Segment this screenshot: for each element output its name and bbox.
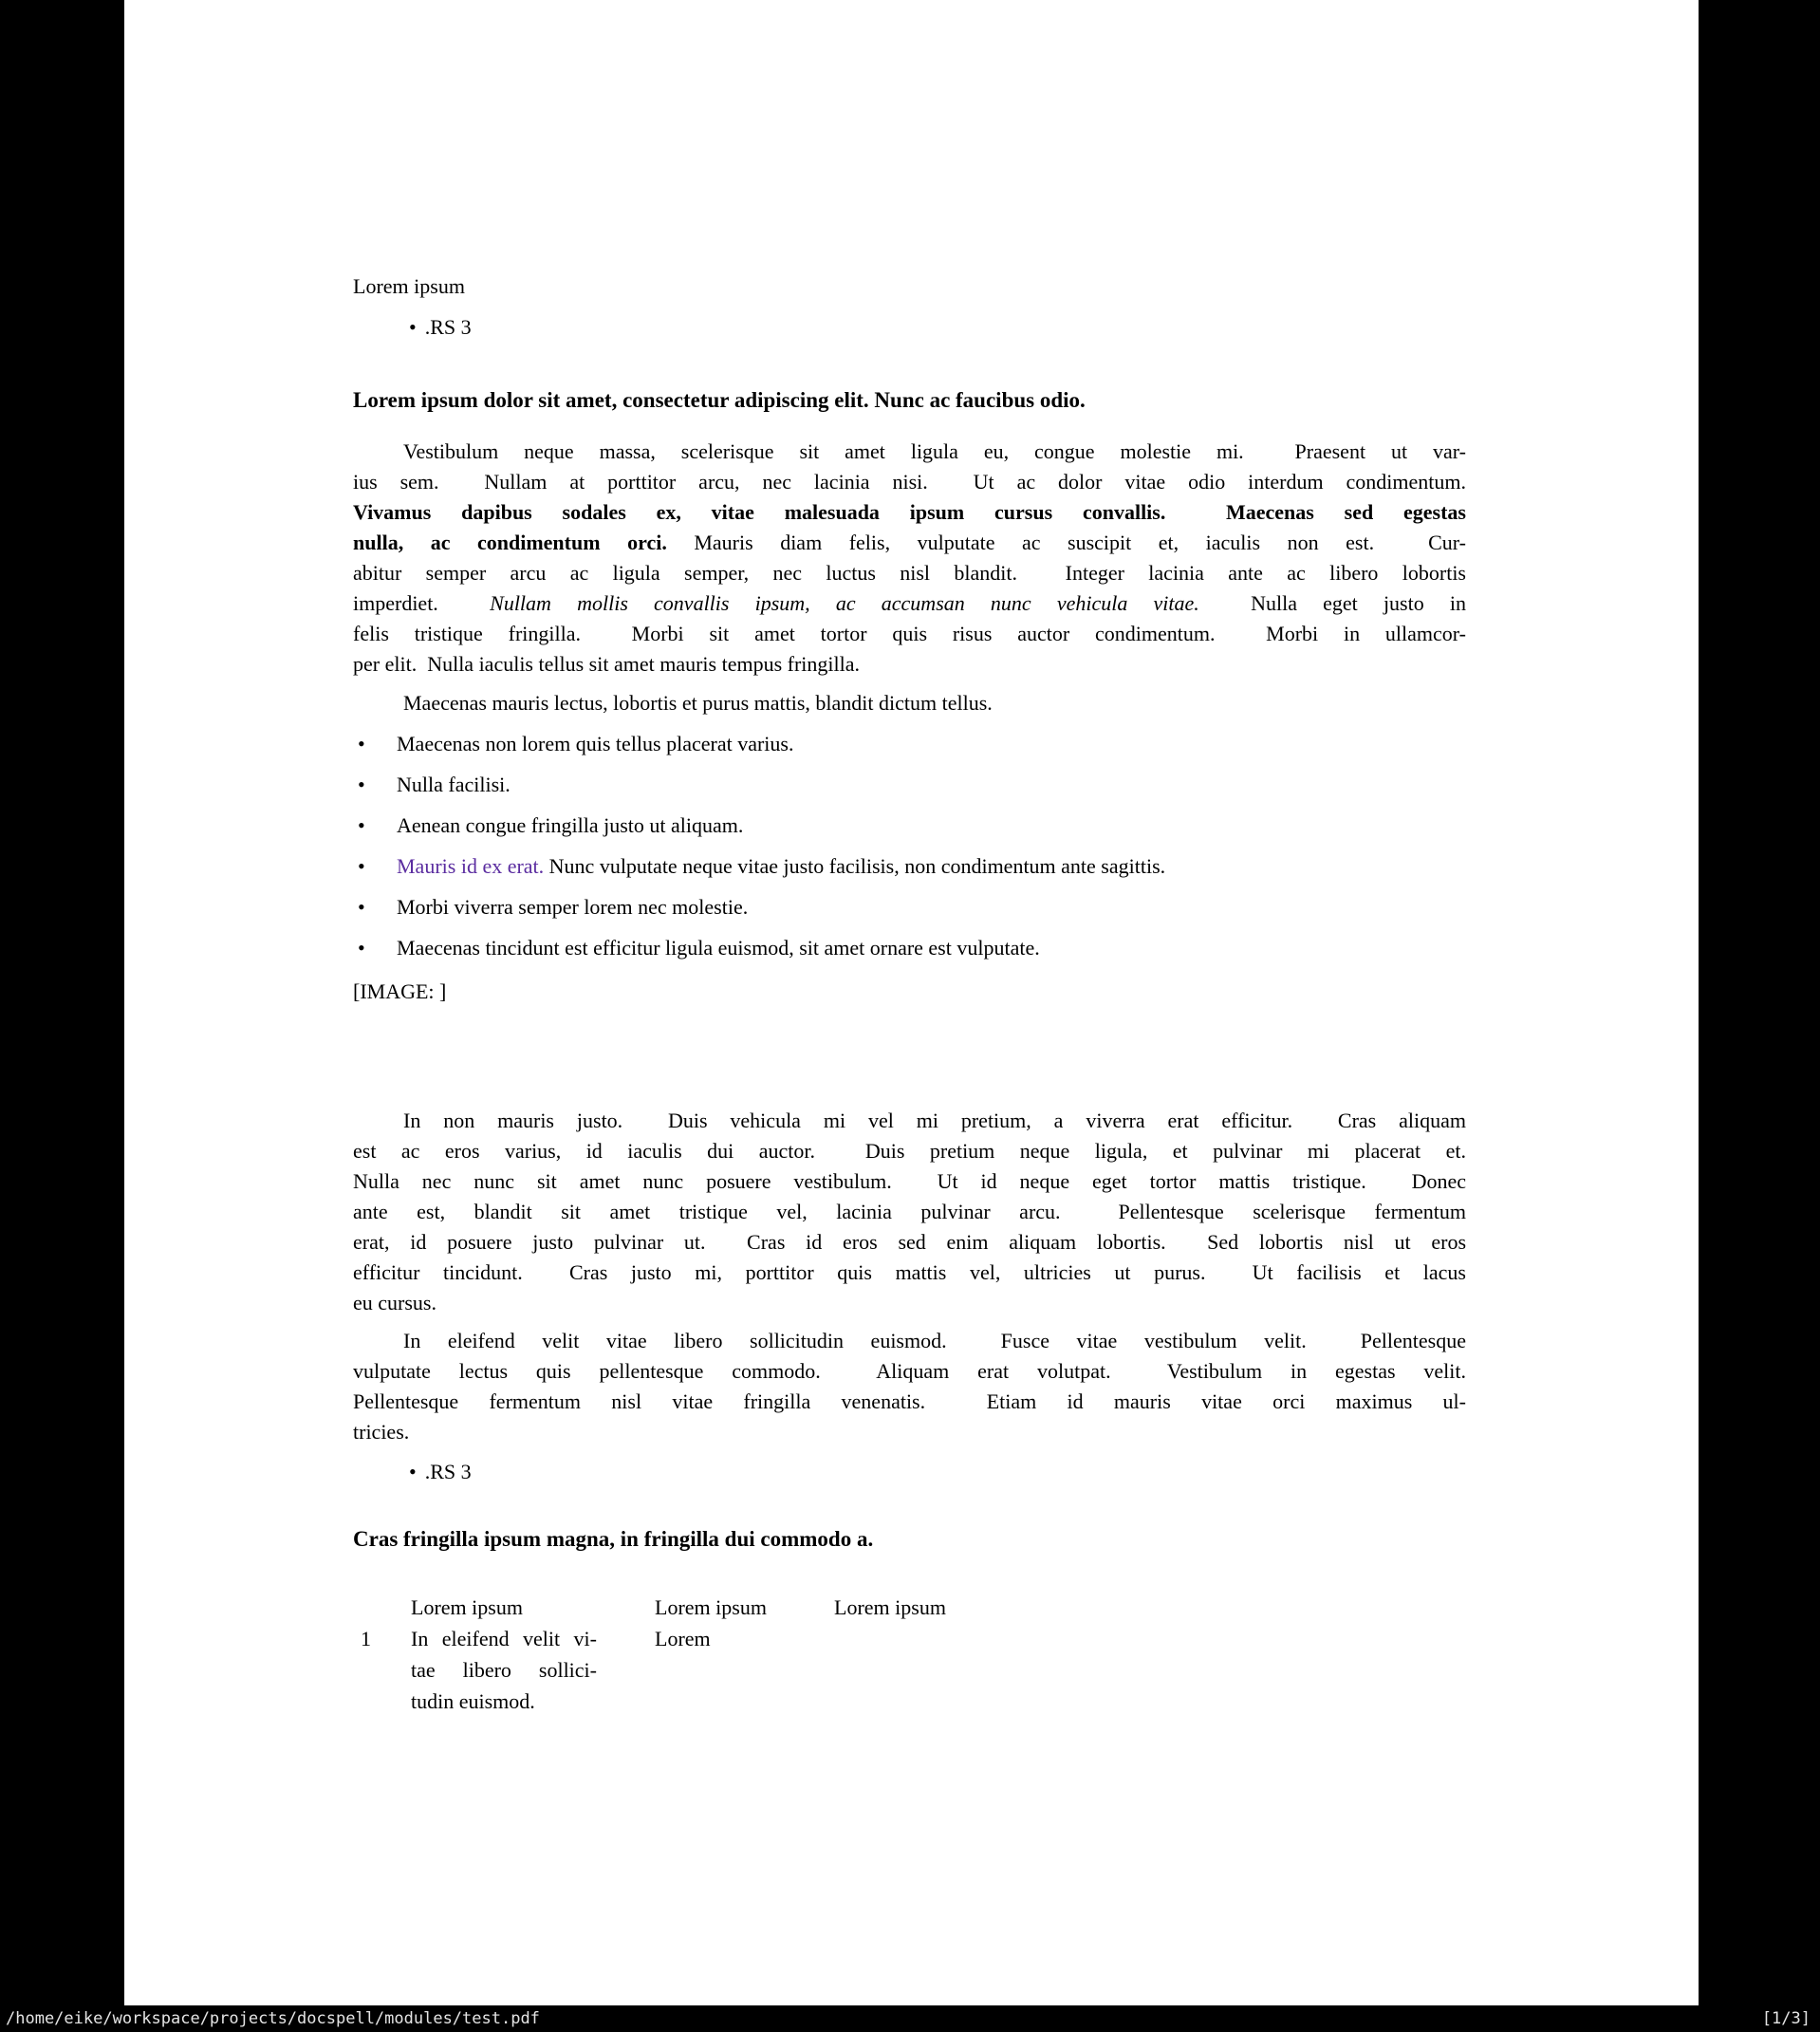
text-segment: eu cursus. xyxy=(353,1291,436,1314)
paragraph-3 xyxy=(353,1106,1466,1318)
section-heading-1: Lorem ipsum dolor sit amet, consectetur adipiscing elit. Nunc ac faucibus odio. xyxy=(353,388,1086,412)
text-segment: nulla, ac condimentum orci. xyxy=(353,531,667,554)
bullet-list-item xyxy=(353,770,1466,800)
text-line xyxy=(411,1655,597,1687)
text-segment: Maecenas non lorem quis tellus placerat varius. xyxy=(397,732,794,755)
bullet-list-item xyxy=(353,851,1466,882)
text-segment: Nunc vulputate neque vitae justo facilisis, non condimentum ante sagittis. xyxy=(544,854,1166,878)
paragraph-1 xyxy=(353,437,1466,680)
bullet-list-item xyxy=(353,892,1466,923)
rs-bullet-line-2 xyxy=(353,1457,1522,1487)
bullet-icon: • xyxy=(409,1460,417,1483)
text-line xyxy=(353,688,1466,718)
text-line xyxy=(411,1687,597,1718)
statusbar-file-path: /home/eike/workspace/projects/docspell/modules/test.pdf xyxy=(6,2009,540,2028)
text-segment: per elit. Nulla iaculis tellus sit amet mauris tempus fringilla. xyxy=(353,652,860,676)
table-header-cell: Lorem ipsum xyxy=(411,1595,523,1619)
paragraph-4 xyxy=(353,1326,1466,1447)
data-table xyxy=(353,1593,1466,1725)
text-line xyxy=(353,588,1466,619)
text-line xyxy=(411,1624,597,1655)
statusbar xyxy=(0,2005,1820,2032)
text-segment: felis tristique fringilla. Morbi sit amet tortor quis risus auctor condimentum. Morbi in ullamcor- xyxy=(353,622,1466,645)
bullet-list-item xyxy=(353,811,1466,841)
bullet-icon: • xyxy=(358,773,365,796)
text-segment: Pellentesque fermentum nisl vitae fringilla venenatis. Etiam id mauris vitae orci maximus ul- xyxy=(353,1389,1466,1413)
rs-label: .RS 3 xyxy=(424,1460,472,1483)
text-segment: Aenean congue fringilla justo ut aliquam. xyxy=(397,813,744,837)
text-line xyxy=(353,1197,1466,1227)
text-segment: Maecenas tincidunt est efficitur ligula euismod, sit amet ornare est vulputate. xyxy=(397,936,1040,960)
text-segment: tudin euismod. xyxy=(411,1689,535,1713)
bullet-icon: • xyxy=(358,732,365,755)
text-segment: erat, id posuere justo pulvinar ut. Cras id eros sed enim aliquam lobortis. Sed lobortis nisl ut eros xyxy=(353,1230,1466,1254)
text-line xyxy=(353,437,1466,467)
pdf-link[interactable]: Mauris id ex erat. xyxy=(397,854,545,878)
text-line xyxy=(353,619,1466,649)
bullet-icon: • xyxy=(358,936,365,960)
text-segment: Maecenas mauris lectus, lobortis et purus mattis, blandit dictum tellus. xyxy=(403,691,993,715)
rs-bullet-line xyxy=(353,312,1522,343)
text-segment: Nulla eget justo in xyxy=(1198,591,1467,615)
text-segment: ante est, blandit sit amet tristique vel, lacinia pulvinar arcu. Pellentesque scelerisque fermentum xyxy=(353,1200,1466,1223)
text-segment: Mauris diam felis, vulputate ac suscipit et, iaculis non est. Cur- xyxy=(666,531,1466,554)
text-segment: vulputate lectus quis pellentesque commodo. Aliquam erat volutpat. Vestibulum in egestas velit. xyxy=(353,1359,1466,1383)
bullet-icon: • xyxy=(409,315,417,339)
bullet-icon: • xyxy=(358,854,365,878)
text-line xyxy=(353,1136,1466,1166)
text-line xyxy=(353,1288,1466,1318)
section-heading-2: Cras fringilla ipsum magna, in fringilla dui commodo a. xyxy=(353,1527,874,1551)
rs-label: .RS 3 xyxy=(424,315,472,339)
text-line xyxy=(353,649,1466,680)
table-cell xyxy=(411,1624,597,1718)
text-segment: In eleifend velit vi- xyxy=(411,1627,597,1650)
table-row-number: 1 xyxy=(361,1627,371,1650)
text-segment: est ac eros varius, id iaculis dui auctor. Duis pretium neque ligula, et pulvinar mi placerat et. xyxy=(353,1139,1466,1163)
text-segment: Vestibulum neque massa, scelerisque sit amet ligula eu, congue molestie mi. Praesent ut var- xyxy=(403,439,1466,463)
text-line xyxy=(353,1326,1466,1356)
bullet-list-item xyxy=(353,729,1466,759)
text-segment: Nullam mollis convallis ipsum, ac accumsan nunc vehicula vitae. xyxy=(490,591,1199,615)
text-segment: In eleifend velit vitae libero sollicitudin euismod. Fusce vitae vestibulum velit. Pellentesque xyxy=(403,1329,1466,1352)
text-line xyxy=(353,1258,1466,1288)
text-line xyxy=(353,558,1466,588)
pdf-page xyxy=(124,0,1699,2005)
text-line xyxy=(353,1106,1466,1136)
text-line xyxy=(353,1356,1466,1387)
text-segment: Vivamus dapibus sodales ex, vitae malesuada ipsum cursus convallis. Maecenas sed egestas xyxy=(353,500,1466,524)
paragraph-2 xyxy=(353,688,1466,718)
text-segment: Nulla nec nunc sit amet nunc posuere vestibulum. Ut id neque eget tortor mattis tristique. Donec xyxy=(353,1169,1466,1193)
table-header-cell: Lorem ipsum xyxy=(834,1595,946,1619)
text-line xyxy=(353,528,1466,558)
text-line xyxy=(353,1387,1466,1417)
text-segment: tae libero sollici- xyxy=(411,1658,597,1682)
text-segment: Nulla facilisi. xyxy=(397,773,511,796)
text-segment: abitur semper arcu ac ligula semper, nec luctus nisl blandit. Integer lacinia ante ac libero lobortis xyxy=(353,561,1466,585)
intro-label: Lorem ipsum xyxy=(353,274,465,298)
bullet-icon: • xyxy=(358,895,365,919)
text-line xyxy=(353,497,1466,528)
text-line xyxy=(353,1417,1466,1447)
text-line xyxy=(353,1227,1466,1258)
statusbar-page-indicator: [1/3] xyxy=(1761,2009,1811,2028)
bullet-icon: • xyxy=(358,813,365,837)
text-segment: ius sem. Nullam at porttitor arcu, nec lacinia nisi. Ut ac dolor vitae odio interdum condimentum. xyxy=(353,470,1466,494)
text-segment: tricies. xyxy=(353,1420,410,1444)
text-segment: imperdiet. xyxy=(353,591,491,615)
table-header-cell: Lorem ipsum xyxy=(655,1595,767,1619)
table-cell: Lorem xyxy=(655,1627,711,1650)
image-placeholder: [IMAGE: ] xyxy=(353,979,447,1003)
text-line xyxy=(353,1166,1466,1197)
text-line xyxy=(353,467,1466,497)
text-segment: In non mauris justo. Duis vehicula mi vel mi pretium, a viverra erat efficitur. Cras aliquam xyxy=(403,1109,1466,1132)
text-segment: Morbi viverra semper lorem nec molestie. xyxy=(397,895,749,919)
bullet-list-item xyxy=(353,933,1466,963)
bullet-list xyxy=(353,729,1466,974)
text-segment: efficitur tincidunt. Cras justo mi, porttitor quis mattis vel, ultricies ut purus. Ut facilisis et lacus xyxy=(353,1260,1466,1284)
